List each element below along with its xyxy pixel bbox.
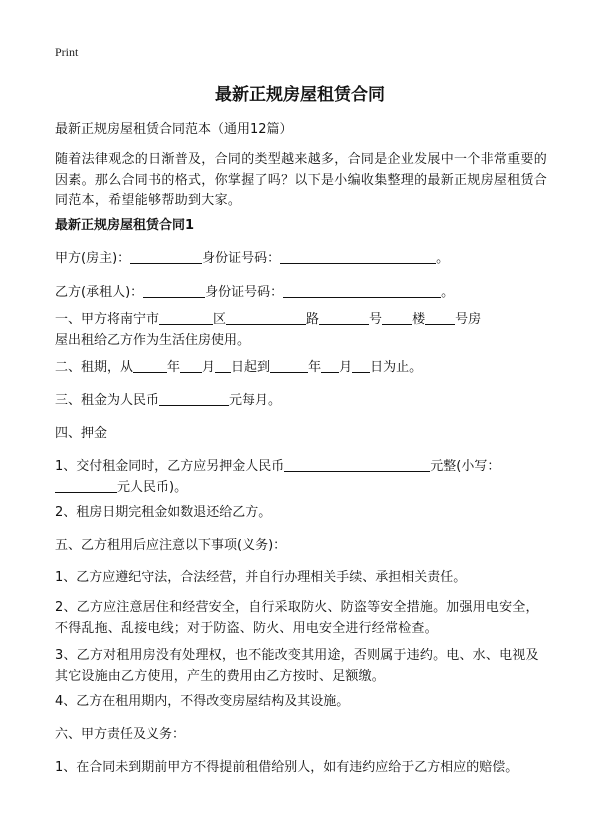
clause-6-heading: 六、甲方责任及义务：	[55, 727, 186, 742]
clause-2-text-d: 日起到	[231, 360, 271, 375]
party-a-id-blank[interactable]	[280, 249, 436, 264]
clause-5-heading: 五、乙方租用后应注意以下事项(义务)：	[55, 538, 287, 553]
clause-4-1	[55, 457, 550, 498]
party-a-end: 。	[436, 251, 450, 266]
print-link[interactable]: Print	[55, 45, 79, 59]
party-b-id-blank[interactable]	[283, 283, 441, 298]
clause-4-1-text-b: 元整(小写：	[430, 459, 501, 474]
party-a-label: 甲方(房主)：	[55, 251, 131, 266]
clause-4-1-text-a: 1、交付租金同时，乙方应另押金人民币	[55, 459, 285, 474]
clause-5-1: 1、乙方应遵纪守法，合法经营，并自行办理相关手续、承担相关责任。	[55, 570, 467, 585]
clause-1-text-a: 一、甲方将南宁市	[55, 312, 160, 327]
start-year-blank[interactable]	[133, 358, 167, 373]
clause-1-line2: 屋出租给乙方作为生活住房使用。	[55, 332, 251, 348]
party-a-line	[55, 249, 550, 270]
clause-4-1-text-c: 元人民币)。	[117, 479, 188, 495]
deposit-amount-blank[interactable]	[284, 457, 430, 472]
end-month-blank[interactable]	[321, 358, 339, 373]
district-blank[interactable]	[159, 310, 213, 325]
clause-1-text-c: 路	[306, 312, 320, 327]
party-b-end: 。	[441, 285, 455, 300]
end-day-blank[interactable]	[352, 358, 370, 373]
clause-3-text-b: 元每月。	[229, 393, 282, 408]
clause-3-text-a: 三、租金为人民币	[55, 393, 160, 408]
party-b-line	[55, 283, 550, 304]
start-day-blank[interactable]	[215, 358, 231, 373]
clause-2	[55, 358, 550, 379]
end-year-blank[interactable]	[270, 358, 308, 373]
intro-paragraph: 随着法律观念的日渐普及，合同的类型越来越多，合同是企业发展中一个非常重要的因素。那么合同书的格式，你掌握了吗？以下是小编收集整理的最新正规房屋租赁合同范本，希望能够帮助到大家。	[55, 152, 548, 208]
road-blank[interactable]	[226, 310, 306, 325]
clause-5-4: 4、乙方在租用期内，不得改变房屋结构及其设施。	[55, 694, 350, 709]
clause-2-text-g: 日为止。	[370, 360, 423, 375]
clause-1-text-e: 楼	[412, 312, 426, 327]
clause-4-2: 2、租房日期完租金如数退还给乙方。	[55, 505, 272, 520]
party-a-name-blank[interactable]	[130, 249, 202, 264]
clause-5-2: 2、乙方应注意居住和经营安全，自行采取防火、防盗等安全措施。加强用电安全，不得乱拖、乱接电线；对于防盗、防火、用电安全进行经常检查。	[55, 600, 539, 636]
clause-1-text-d: 号	[369, 312, 383, 327]
clause-1-text-f: 号房	[455, 312, 482, 327]
document-subtitle: 最新正规房屋租赁合同范本（通用12篇）	[55, 122, 293, 137]
clause-6-1: 1、在合同未到期前甲方不得提前租借给别人，如有违约应给于乙方相应的赔偿。	[55, 760, 519, 775]
clause-2-text-c: 月	[202, 360, 216, 375]
clause-4-heading: 四、押金	[55, 426, 108, 441]
clause-3	[55, 391, 550, 412]
section-heading: 最新正规房屋租赁合同1	[55, 218, 195, 233]
number-blank[interactable]	[319, 310, 369, 325]
clause-2-text-e: 年	[308, 360, 322, 375]
party-b-label: 乙方(承租人)：	[55, 285, 144, 300]
clause-2-text-b: 年	[167, 360, 181, 375]
party-b-id-label: 身份证号码：	[205, 285, 284, 300]
party-b-name-blank[interactable]	[143, 283, 205, 298]
building-blank[interactable]	[382, 310, 412, 325]
party-a-id-label: 身份证号码：	[202, 251, 281, 266]
deposit-lowercase-blank[interactable]	[55, 478, 117, 493]
clause-2-text-a: 二、租期，从	[55, 360, 134, 375]
clause-1	[55, 310, 550, 351]
document-title: 最新正规房屋租赁合同	[215, 85, 385, 105]
rent-amount-blank[interactable]	[159, 391, 229, 406]
room-blank[interactable]	[425, 310, 455, 325]
start-month-blank[interactable]	[180, 358, 202, 373]
clause-2-text-f: 月	[339, 360, 353, 375]
clause-1-text-b: 区	[213, 312, 227, 327]
clause-5-3: 3、乙方对租用房没有处理权，也不能改变其用途，否则属于违约。电、水、电视及其它设施由乙方使用，产生的费用由乙方按时、足额缴。	[55, 648, 539, 684]
